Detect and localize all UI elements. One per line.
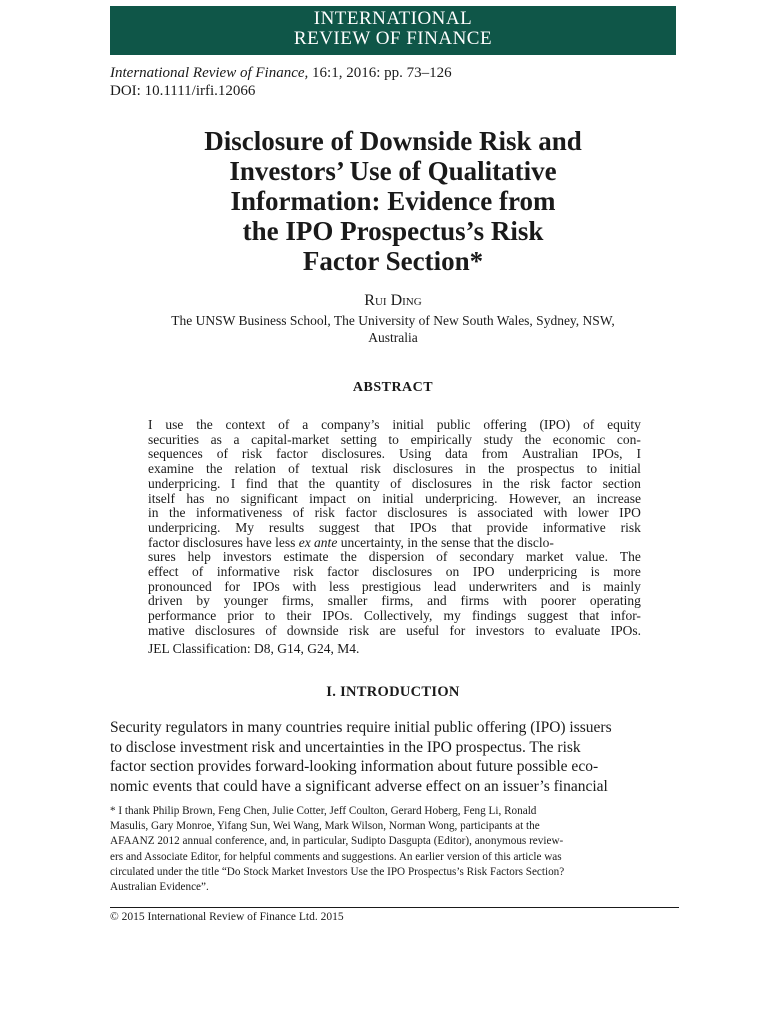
abstract-word: The xyxy=(619,549,641,565)
abstract-word: underwriters xyxy=(468,578,538,594)
abstract-word: I xyxy=(636,446,641,462)
abstract-word: capital-market xyxy=(251,431,330,447)
abstract-word: help xyxy=(187,549,211,565)
abstract-word: prior xyxy=(227,608,254,624)
abstract-word: firms xyxy=(460,593,489,609)
abstract-word: suggest xyxy=(527,608,568,624)
abstract-word: empirically xyxy=(410,431,473,447)
abstract-word: I xyxy=(148,417,153,432)
affiliation-line: The UNSW Business School, The University of New South Wales, Sydney, NSW, xyxy=(171,313,615,328)
abstract-word: less xyxy=(328,578,350,594)
abstract-word: to xyxy=(264,608,276,624)
introduction-body xyxy=(110,718,679,796)
citation-line xyxy=(110,64,452,82)
abstract-word: by xyxy=(196,593,210,609)
abstract-line xyxy=(148,550,641,565)
abstract-word: find xyxy=(245,475,268,491)
abstract-word: relation xyxy=(234,461,276,477)
abstract-word: study xyxy=(483,431,513,447)
abstract-word: the xyxy=(503,475,520,491)
abstract-word: IPO xyxy=(472,564,495,580)
abstract-word: and xyxy=(427,593,447,609)
abstract-line xyxy=(148,624,641,639)
abstract-word: context xyxy=(225,417,266,432)
abstract-word: a xyxy=(233,431,240,447)
footnote-line: Masulis, Gary Monroe, Yifang Sun, Wei Wang, Mark Wilson, Norman Wong, participants at the xyxy=(110,820,540,833)
abstract-word: disclosures xyxy=(411,475,472,491)
abstract-word: value. xyxy=(575,549,608,565)
abstract-word: of xyxy=(216,446,228,462)
abstract-word: estimate xyxy=(283,549,329,565)
abstract-word: poorer xyxy=(540,593,577,609)
abstract-word: driven xyxy=(148,593,183,609)
abstract-word: mainly xyxy=(603,578,641,594)
abstract-word: of xyxy=(288,461,300,477)
abstract-word: for xyxy=(224,578,241,594)
abstract-line-start: factor disclosures have less xyxy=(148,534,299,550)
article-title xyxy=(110,126,676,276)
abstract-word: lower xyxy=(577,505,609,521)
abstract-word: quantity xyxy=(335,475,380,491)
abstract-word: risk xyxy=(530,475,551,491)
abstract-word: of xyxy=(278,417,290,432)
abstract-word: the xyxy=(196,417,213,432)
journal-name-line2: REVIEW OF FINANCE xyxy=(293,28,493,49)
abstract-word: that xyxy=(374,519,395,535)
abstract-word: I xyxy=(230,475,236,491)
abstract-word: investors xyxy=(222,549,272,565)
journal-banner xyxy=(110,6,676,55)
abstract-word: Australian xyxy=(521,446,579,462)
citation-block xyxy=(110,64,452,100)
introduction-line: factor section provides forward-looking information about future possible eco- xyxy=(110,758,599,775)
footnote-line: Australian Evidence”. xyxy=(110,881,209,894)
abstract-word: pronounced xyxy=(148,578,212,594)
abstract-line xyxy=(148,492,641,507)
introduction-line: Security regulators in many countries require initial public offering (IPO) issuers xyxy=(110,719,612,736)
abstract-word: of xyxy=(192,564,204,580)
abstract-word: disclosures xyxy=(372,564,433,580)
abstract-word: risk xyxy=(620,519,641,535)
abstract-word: section xyxy=(602,475,641,491)
abstract-body xyxy=(148,418,641,639)
abstract-word: in xyxy=(148,505,159,521)
jel-classification: JEL Classification: D8, G14, G24, M4. xyxy=(148,641,360,656)
abstract-word: IPOs. xyxy=(322,608,353,624)
abstract-word: (IPO) xyxy=(539,417,571,432)
abstract-word: setting xyxy=(340,431,377,447)
abstract-word: the xyxy=(169,505,186,521)
abstract-word: textual xyxy=(311,461,349,477)
abstract-word: a xyxy=(302,417,309,432)
abstract-word: effect xyxy=(148,564,179,580)
abstract-word: examine xyxy=(148,461,194,477)
abstract-word: IPOs xyxy=(409,519,437,535)
abstract-word: operating xyxy=(589,593,641,609)
abstract-word: in xyxy=(465,461,476,477)
footnote-line: * I thank Philip Brown, Feng Chen, Julie Cotter, Jeff Coulton, Gerard Hoberg, Feng Li, Ronald xyxy=(110,805,537,817)
citation-details: 16:1, 2016: pp. 73–126 xyxy=(308,65,452,81)
title-line: Investors’ Use of Qualitative xyxy=(229,156,557,186)
abstract-word: has xyxy=(186,490,205,506)
abstract-word: risk xyxy=(293,564,314,580)
abstract-italic-term: ex ante xyxy=(298,534,338,550)
citation-journal: International Review of Finance, xyxy=(110,65,309,81)
abstract-word: more xyxy=(613,564,641,580)
abstract-line xyxy=(148,609,641,624)
abstract-word: that xyxy=(451,519,472,535)
author-name: Rui Ding xyxy=(364,292,422,309)
abstract-line xyxy=(148,565,641,580)
abstract-word: and xyxy=(549,578,570,594)
title-line: Disclosure of Downside Risk and xyxy=(204,126,582,156)
abstract-word: company’s xyxy=(321,417,380,432)
abstract-word: initial xyxy=(382,490,414,506)
abstract-word: risk xyxy=(360,461,381,477)
abstract-word: dispersion xyxy=(368,549,425,565)
abstract-line-end: uncertainty, in the sense that the disclo- xyxy=(337,534,554,550)
author-affiliation xyxy=(110,312,676,346)
abstract-word: of xyxy=(265,622,277,638)
title-line: Information: Evidence from xyxy=(230,186,556,216)
abstract-word: of xyxy=(436,549,448,565)
abstract-word: sures xyxy=(148,549,176,565)
abstract-word: risk xyxy=(241,446,263,462)
abstract-word: for xyxy=(449,622,466,638)
abstract-word: on xyxy=(445,564,460,580)
abstract-word: the xyxy=(205,461,223,477)
abstract-line xyxy=(148,477,641,492)
abstract-word: with xyxy=(543,505,568,521)
abstract-word: performance xyxy=(148,608,217,624)
abstract-word: IPO xyxy=(619,505,641,521)
abstract-word: are xyxy=(379,622,396,638)
abstract-word: to xyxy=(586,461,598,477)
abstract-word: Collectively, xyxy=(363,608,433,624)
abstract-word: is xyxy=(457,505,467,521)
abstract-word: factor xyxy=(345,505,377,521)
abstract-word: informative xyxy=(542,519,606,535)
abstract-word: in xyxy=(482,475,493,491)
abstract-word: market xyxy=(525,549,564,565)
abstract-word: initial xyxy=(392,417,424,432)
abstract-word: risk xyxy=(314,505,335,521)
title-line: the IPO Prospectus’s Risk xyxy=(242,216,544,246)
abstract-line xyxy=(148,536,641,551)
abstract-word: underpricing xyxy=(508,564,578,580)
abstract-word: evaluate xyxy=(555,622,601,638)
abstract-word: disclosures xyxy=(195,622,256,638)
abstract-word: impact xyxy=(309,490,346,506)
copyright-notice: © 2015 International Review of Finance Ltd. 2015 xyxy=(110,911,344,923)
abstract-heading: ABSTRACT xyxy=(352,380,434,395)
abstract-word: underpricing. xyxy=(425,490,498,506)
abstract-word: disclosures xyxy=(393,461,454,477)
abstract-word: increase xyxy=(596,490,641,506)
title-line: Factor Section* xyxy=(302,246,484,276)
abstract-word: downside xyxy=(286,622,339,638)
abstract-word: is xyxy=(581,578,591,594)
abstract-word: risk xyxy=(348,622,370,638)
abstract-word: to xyxy=(388,431,399,447)
abstract-word: an xyxy=(572,490,586,506)
abstract-word: secondary xyxy=(459,549,515,565)
abstract-word: results xyxy=(268,519,305,535)
abstract-word: that xyxy=(277,475,299,491)
abstract-word: disclosures xyxy=(387,505,448,521)
footnote-line: circulated under the title “Do Stock Market Investors Use the IPO Prospectus’s Risk Factors Section? xyxy=(110,865,565,878)
abstract-word: useful xyxy=(406,622,440,638)
abstract-word: on xyxy=(357,490,371,506)
abstract-word: informative xyxy=(216,564,280,580)
abstract-word: prospectus xyxy=(516,461,575,477)
abstract-word: Using xyxy=(398,446,432,462)
abstract-word: use xyxy=(165,417,184,432)
citation-doi[interactable]: DOI: 10.1111/irfi.12066 xyxy=(110,83,256,99)
abstract-word: findings xyxy=(471,608,517,624)
abstract-word: of xyxy=(390,475,402,491)
abstract-word: initial xyxy=(609,461,641,477)
abstract-word: economic xyxy=(552,431,606,447)
abstract-line xyxy=(148,447,641,462)
abstract-word: no xyxy=(215,490,230,506)
abstract-word: data xyxy=(445,446,468,462)
abstract-word: sequences xyxy=(148,446,203,462)
abstract-line xyxy=(148,594,641,609)
abstract-word: underpricing. xyxy=(148,519,221,535)
abstract-word: younger xyxy=(223,593,269,609)
abstract-line xyxy=(148,462,641,477)
abstract-word: the xyxy=(487,461,505,477)
abstract-word: firms, xyxy=(381,593,414,609)
abstract-word: equity xyxy=(607,417,641,432)
abstract-word: prestigious xyxy=(361,578,422,594)
abstract-word: the xyxy=(308,475,326,491)
abstract-line xyxy=(148,418,641,433)
abstract-word: as xyxy=(210,431,222,447)
introduction-line: to disclose investment risk and uncertainties in the IPO prospectus. The risk xyxy=(110,738,581,756)
abstract-word: to xyxy=(534,622,546,638)
abstract-word: informativeness xyxy=(196,505,283,521)
abstract-word: itself xyxy=(148,490,175,506)
abstract-word: significant xyxy=(240,490,298,506)
abstract-word: with xyxy=(292,578,317,594)
abstract-word: lead xyxy=(433,578,457,594)
abstract-word: con- xyxy=(616,431,641,447)
abstract-word: suggest xyxy=(319,519,360,535)
abstract-word: underpricing. xyxy=(148,475,221,491)
abstract-line xyxy=(148,506,641,521)
abstract-word: the xyxy=(340,549,357,565)
abstract-word: mative xyxy=(148,622,185,638)
abstract-line xyxy=(148,580,641,595)
abstract-word: public xyxy=(436,417,471,432)
abstract-word: from xyxy=(481,446,508,462)
abstract-word: that xyxy=(579,608,600,624)
abstract-word: firms, xyxy=(281,593,314,609)
abstract-word: my xyxy=(443,608,461,624)
abstract-word: infor- xyxy=(610,608,641,624)
journal-name-line1: INTERNATIONAL xyxy=(313,8,473,29)
abstract-word: is xyxy=(590,564,600,580)
abstract-word: IPOs. xyxy=(610,622,641,638)
footnote xyxy=(110,804,679,895)
abstract-line xyxy=(148,433,641,448)
abstract-word: investors xyxy=(475,622,525,638)
abstract-word: offering xyxy=(483,417,527,432)
abstract-word: smaller xyxy=(327,593,368,609)
abstract-word: factor xyxy=(560,475,593,491)
introduction-heading: I. INTRODUCTION xyxy=(326,684,460,700)
abstract-word: My xyxy=(235,519,255,535)
abstract-word: provide xyxy=(486,519,528,535)
footnote-line: AFAANZ 2012 annual conference, and, in particular, Sudipto Dasgupta (Editor), anonymous review- xyxy=(110,835,564,848)
abstract-word: the xyxy=(524,431,542,447)
abstract-word: disclosures. xyxy=(321,446,385,462)
abstract-word: However, xyxy=(508,490,562,506)
abstract-word: factor xyxy=(327,564,359,580)
abstract-word: of xyxy=(292,505,305,521)
affiliation-line: Australia xyxy=(368,330,418,345)
abstract-word: IPOs xyxy=(252,578,280,594)
footnote-line: ers and Associate Editor, for helpful comments and suggestions. An earlier version of this article was xyxy=(110,850,562,863)
abstract-word: associated xyxy=(477,505,533,521)
abstract-line xyxy=(148,521,641,536)
abstract-word: securities xyxy=(148,431,199,447)
abstract-word: with xyxy=(502,593,527,609)
footer-divider xyxy=(110,907,679,908)
abstract-word: factor xyxy=(276,446,308,462)
abstract-word: their xyxy=(286,608,312,624)
introduction-line: nomic events that could have a significant adverse effect on an issuer’s financial xyxy=(110,777,608,795)
abstract-word: of xyxy=(583,417,595,432)
abstract-word: IPOs, xyxy=(592,446,623,462)
